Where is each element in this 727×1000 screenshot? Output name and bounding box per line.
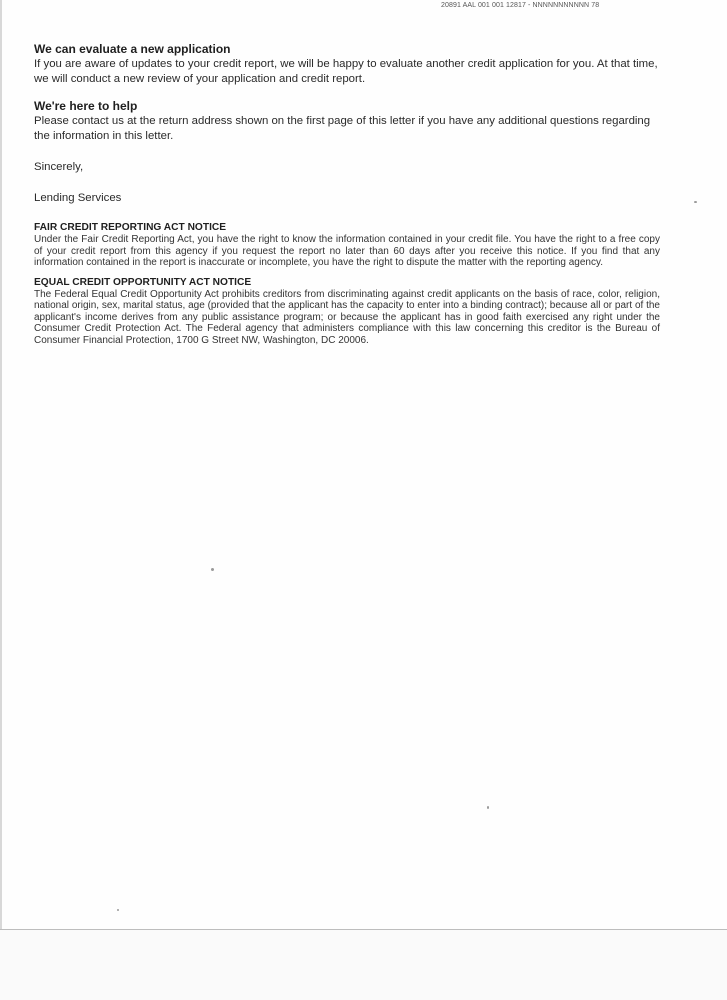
page-left-edge — [0, 0, 2, 930]
fcra-notice — [34, 222, 660, 269]
scan-speck — [487, 806, 489, 809]
fcra-heading: FAIR CREDIT REPORTING ACT NOTICE — [34, 222, 227, 233]
signature: Lending Services — [34, 192, 122, 204]
salutation: Sincerely, — [34, 161, 84, 173]
ecoa-heading: EQUAL CREDIT OPPORTUNITY ACT NOTICE — [34, 276, 252, 288]
page-bottom-strip — [0, 930, 727, 1000]
scan-speck — [211, 568, 214, 571]
ecoa-notice — [34, 277, 660, 347]
section-evaluate — [34, 42, 660, 86]
section-heading-help: We're here to help — [34, 99, 138, 113]
section-text-help: Please contact us at the return address shown on the first page of this letter if you have any additional questions regarding the information in this letter. — [34, 115, 651, 142]
scan-speck — [117, 909, 119, 911]
scan-speck — [694, 201, 697, 203]
reference-code: 20891 AAL 001 001 12817 - NNNNNNNNNNN 78 — [441, 2, 600, 9]
fcra-text: Under the Fair Credit Reporting Act, you have the right to know the information contained in your credit file. You have the right to a free copy of your credit report from this agency if you request the report no later than 60 days after you receive this notice. If you find that any information contained in the report is inaccurate or incomplete, you have the right to dispute the matter with the reporting agency. — [34, 234, 660, 268]
section-text-evaluate: If you are aware of updates to your credit report, we will be happy to evaluate another credit application for you. At that time, we will conduct a new review of your application and credit report. — [34, 58, 658, 85]
letter-body — [34, 42, 660, 354]
section-heading-evaluate: We can evaluate a new application — [34, 42, 231, 56]
section-help — [34, 99, 660, 143]
ecoa-text: The Federal Equal Credit Opportunity Act prohibits creditors from discriminating against credit applicants on the basis of race, color, religion, national origin, sex, marital status, age (provided that the applicant has the capacity to enter into a binding contract); because all or part of the applicant's income derives from any public assistance program; or because the applicant has in good faith exercised any right under the Consumer Credit Protection Act. The Federal agency that administers compliance with this law concerning this creditor is the Bureau of Consumer Financial Protection, 1700 G Street NW, Washington, DC 20006. — [34, 288, 660, 346]
